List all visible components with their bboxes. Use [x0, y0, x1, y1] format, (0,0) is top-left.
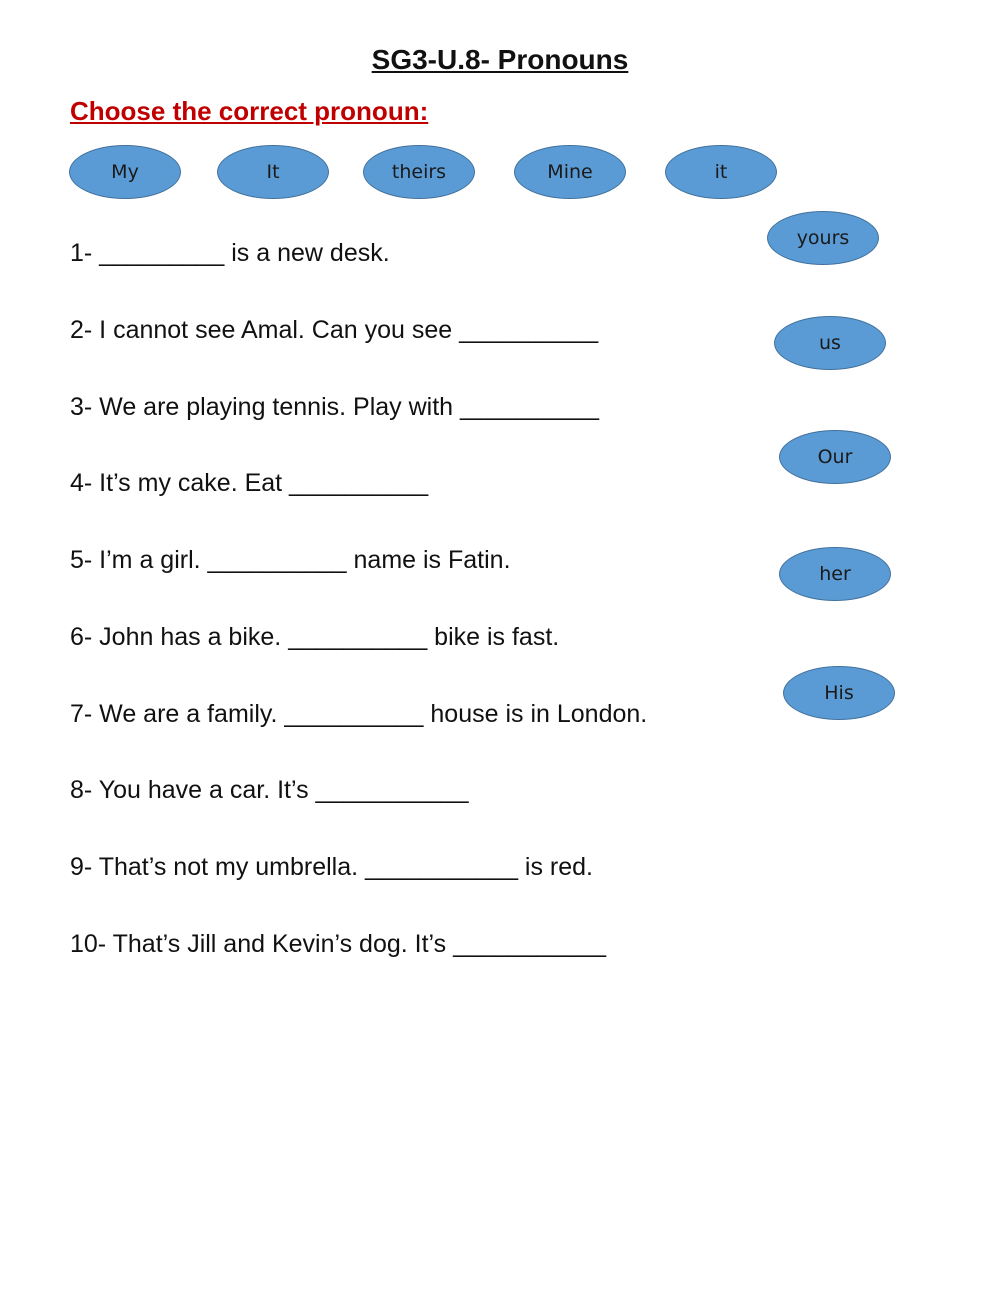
question-4[interactable]: 4- It’s my cake. Eat __________	[70, 469, 429, 497]
worksheet-title: SG3-U.8- Pronouns	[371, 44, 629, 75]
word-bubble-his[interactable]: His	[783, 666, 895, 720]
question-3[interactable]: 3- We are playing tennis. Play with __________	[70, 393, 600, 421]
word-bubble-our[interactable]: Our	[779, 430, 891, 484]
word-bubble-mine[interactable]: Mine	[514, 145, 626, 199]
word-bubble-it-capital[interactable]: It	[217, 145, 329, 199]
question-6[interactable]: 6- John has a bike. __________ bike is fast.	[70, 623, 560, 651]
word-bubble-theirs[interactable]: theirs	[363, 145, 475, 199]
question-2[interactable]: 2- I cannot see Amal. Can you see __________	[70, 316, 599, 344]
question-10[interactable]: 10- That’s Jill and Kevin’s dog. It’s ___________	[70, 930, 607, 958]
question-7[interactable]: 7- We are a family. __________ house is in London.	[70, 700, 648, 728]
question-8[interactable]: 8- You have a car. It’s ___________	[70, 776, 469, 804]
word-bubble-my[interactable]: My	[69, 145, 181, 199]
question-1[interactable]: 1- _________ is a new desk.	[70, 239, 390, 267]
question-9[interactable]: 9- That’s not my umbrella. ___________ is red.	[70, 853, 593, 881]
word-bubble-her[interactable]: her	[779, 547, 891, 601]
instruction-heading: Choose the correct pronoun:	[70, 96, 429, 126]
word-bubble-us[interactable]: us	[774, 316, 886, 370]
word-bubble-it[interactable]: it	[665, 145, 777, 199]
question-5[interactable]: 5- I’m a girl. __________ name is Fatin.	[70, 546, 511, 574]
word-bubble-yours[interactable]: yours	[767, 211, 879, 265]
